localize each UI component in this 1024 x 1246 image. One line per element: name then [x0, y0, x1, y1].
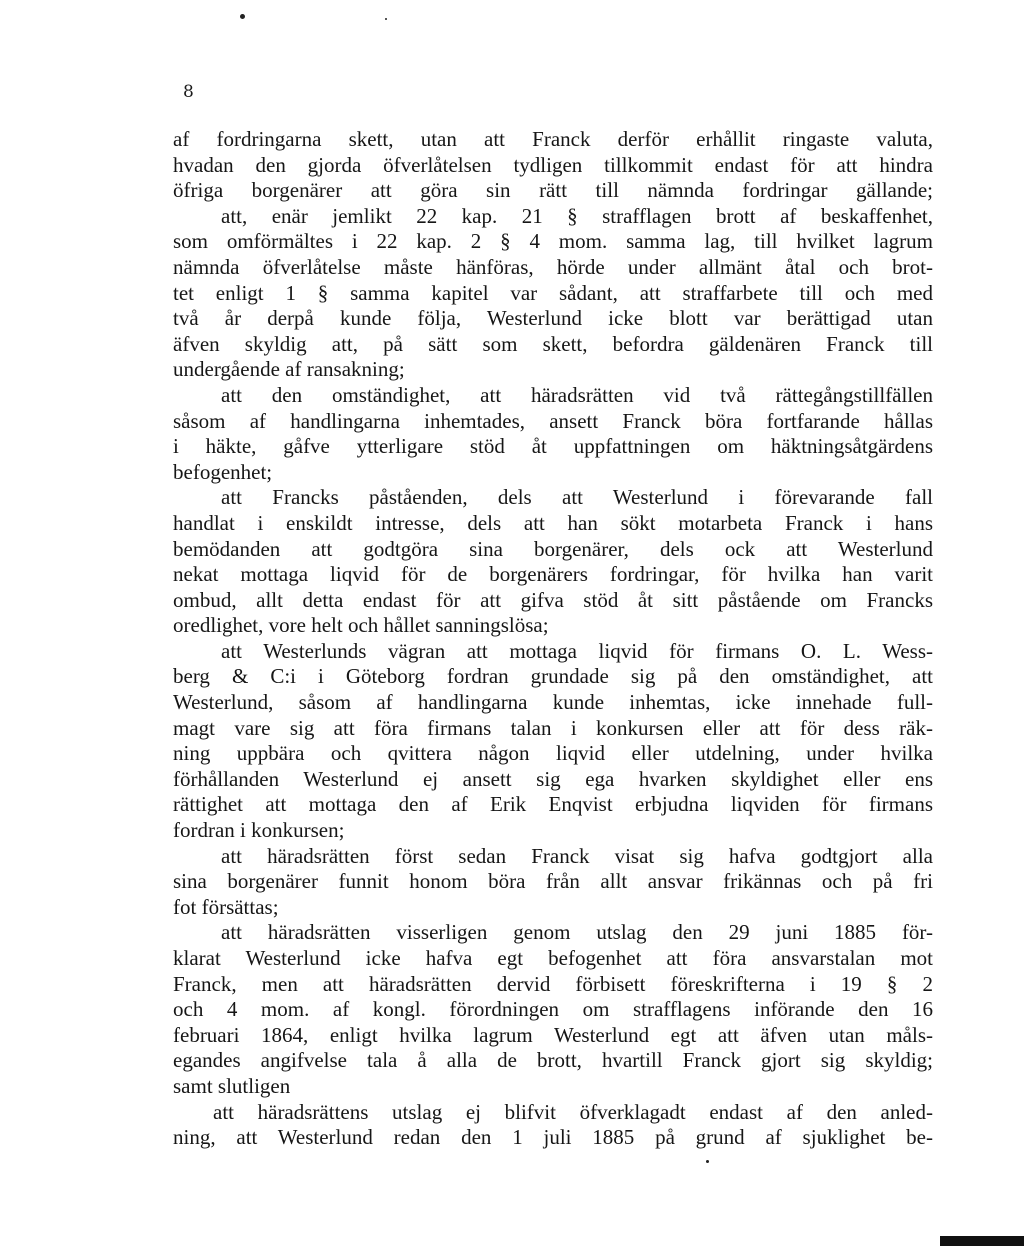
- text-line: hvadan den gjorda öfverlåtelsen tydligen tillkommit endast för att hindra: [173, 152, 933, 177]
- text-line: nämnda öfverlåtelse måste hänföras, hörde under allmänt åtal och brot-: [173, 254, 933, 279]
- text-line: i häkte, gåfve ytterligare stöd åt uppfattningen om häktningsåtgärdens: [173, 434, 933, 459]
- text-line: klarat Westerlund icke hafva egt befogenhet att föra ansvarstalan mot: [173, 946, 933, 970]
- text-line: fordran i konkursen;: [173, 818, 345, 843]
- text-line: att, enär jemlikt 22 kap. 21 § strafflagen brott af beskaffenhet,: [221, 203, 933, 228]
- text-line: två år derpå kunde följa, Westerlund icke blott var berättigad utan: [173, 306, 933, 331]
- body-text: [173, 127, 933, 1151]
- text-line: magt vare sig att föra firmans talan i konkursen eller att för dess räk-: [173, 715, 933, 740]
- text-line: Westerlund, såsom af handlingarna kunde inhemtas, icke innehade full-: [173, 690, 933, 715]
- text-line: handlat i enskildt intresse, dels att han sökt motarbeta Franck i hans: [173, 510, 933, 535]
- scan-speck: [240, 14, 245, 19]
- scan-speck: [706, 1160, 709, 1163]
- text-line: befogenhet;: [173, 459, 273, 484]
- text-line: rättighet att mottaga den af Erik Enqvist erbjudna liqviden för firmans: [173, 792, 933, 817]
- text-line: ning, att Westerlund redan den 1 juli 1885 på grund af sjuklighet be-: [173, 1125, 933, 1150]
- text-line: öfriga borgenärer att göra sin rätt till nämnda fordringar gällande;: [173, 178, 933, 203]
- text-line: nekat mottaga liqvid för de borgenärers fordringar, för hvilka han varit: [173, 562, 933, 587]
- page-number: 8: [183, 82, 195, 102]
- text-line: att Francks påståenden, dels att Westerlund i förevarande fall: [221, 485, 933, 510]
- text-line: äfven skyldig att, på sätt som skett, befordra gäldenären Franck till: [173, 331, 933, 356]
- text-line: Franck, men att häradsrätten dervid förbisett föreskrifterna i 19 § 2: [173, 971, 933, 996]
- text-line: att häradsrätten först sedan Franck visat sig hafva godtgjort alla: [221, 843, 933, 868]
- text-line: af fordringarna skett, utan att Franck derför erhållit ringaste valuta,: [173, 127, 933, 151]
- text-line: sina borgenärer funnit honom böra från allt ansvar frikännas och på fri: [173, 869, 933, 894]
- text-line: såsom af handlingarna inhemtades, ansett Franck böra fortfarande hållas: [173, 408, 933, 433]
- text-line: egandes angifvelse tala å alla de brott, hvartill Franck gjort sig skyldig;: [173, 1048, 933, 1073]
- text-line: att den omständighet, att häradsrätten vid två rättegångstillfällen: [221, 382, 933, 407]
- text-line: tet enligt 1 § samma kapitel var sådant, att straffarbete till och med: [173, 280, 933, 305]
- text-line: februari 1864, enligt hvilka lagrum Westerlund egt att äfven utan måls-: [173, 1022, 933, 1047]
- text-line: fot försättas;: [173, 894, 279, 919]
- text-line: förhållanden Westerlund ej ansett sig ega hvarken skyldighet eller ens: [173, 766, 933, 791]
- text-line: ombud, allt detta endast för att gifva stöd åt sitt påstående om Francks: [173, 587, 933, 612]
- text-line: oredlighet, vore helt och hållet sanningslösa;: [173, 613, 549, 638]
- scan-speck: [385, 18, 387, 20]
- text-line: samt slutligen: [173, 1073, 291, 1098]
- text-line: att Westerlunds vägran att mottaga liqvid för firmans O. L. Wess-: [221, 638, 933, 663]
- scan-edge-shadow: [940, 1236, 1024, 1246]
- text-line: bemödanden att godtgöra sina borgenärer, dels ock att Westerlund: [173, 536, 933, 561]
- text-line: berg & C:i i Göteborg fordran grundade sig på den omständighet, att: [173, 664, 933, 689]
- text-line: och 4 mom. af kongl. förordningen om strafflagens införande den 16: [173, 997, 933, 1022]
- text-line: att häradsrättens utslag ej blifvit öfverklagadt endast af den anled-: [213, 1099, 933, 1124]
- text-line: undergående af ransakning;: [173, 357, 405, 382]
- text-line: ning uppbära och qvittera någon liqvid eller utdelning, under hvilka: [173, 741, 933, 766]
- text-line: som omförmältes i 22 kap. 2 § 4 mom. samma lag, till hvilket lagrum: [173, 229, 933, 254]
- text-line: att häradsrätten visserligen genom utslag den 29 juni 1885 för-: [221, 920, 933, 945]
